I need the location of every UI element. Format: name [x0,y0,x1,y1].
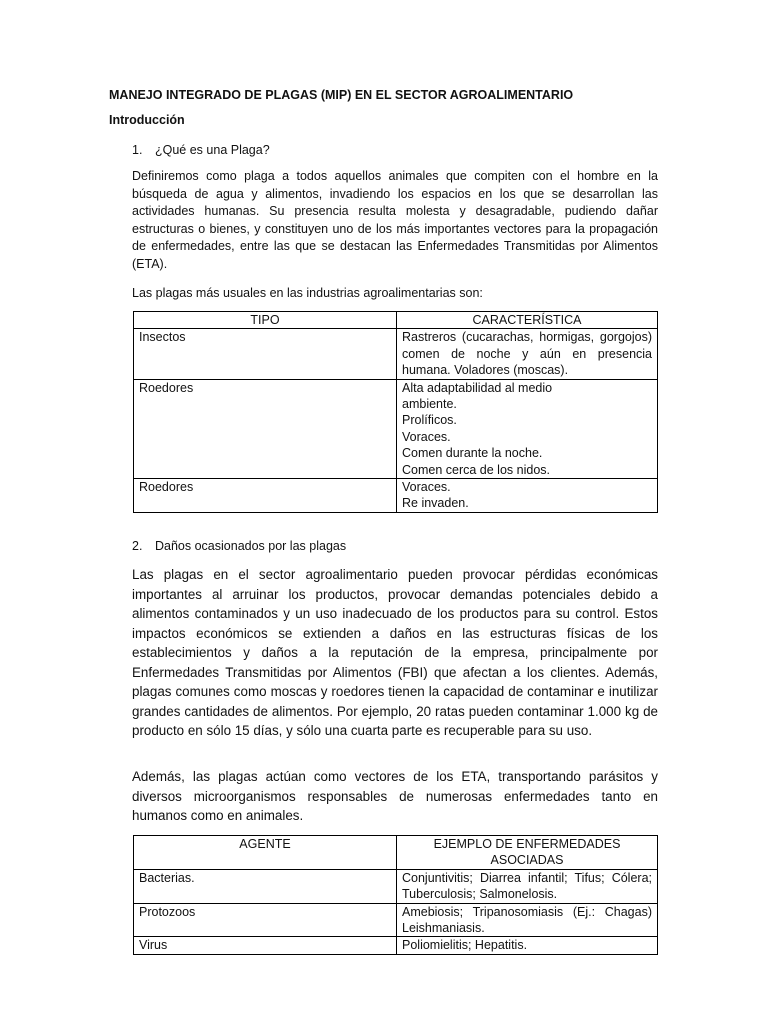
table-header-cell: CARACTERÍSTICA [397,312,658,329]
table-cell-ejemplo: Conjuntivitis; Diarrea infantil; Tifus; Cólera; Tuberculosis; Salmonelosis. [397,869,658,903]
section-2-title: Daños ocasionados por las plagas [155,539,347,553]
section-1-title: ¿Qué es una Plaga? [155,143,270,157]
cell-line: Voraces. [402,429,451,444]
section-1-number: 1. [132,143,143,157]
table-cell-caracteristica: Rastreros (cucarachas, hormigas, gorgojos) comen de noche y aún en presencia humana. Voladores (moscas). [397,329,658,379]
cell-line: Re invaden. [402,496,469,511]
table-header-cell: TIPO [134,312,397,329]
section-1-paragraph: Definiremos como plaga a todos aquellos animales que compiten con el hombre en la búsqueda de agua y alimentos, invadiendo los espacios en los que se desarrollan las actividades humanas. Su presencia resulta molesta y desagradable, pudiendo dañar estructuras o bienes, y constituyen uno de los más importantes vectores para la propagación de enfermedades, entre las que se destacan las Enfermedades Transmitidas por Alimentos (ETA). [132,169,658,271]
cell-line: Prolíficos. [402,413,457,428]
table-row [134,479,658,513]
table-cell-tipo: Insectos [134,329,397,379]
table-cell-ejemplo: Amebiosis; Tripanosomiasis (Ej.: Chagas) Leishmaniasis. [397,903,658,937]
section-2-paragraph-2: Además, las plagas actúan como vectores de los ETA, transportando parásitos y diversos microorganismos responsables de numerosas enfermedades tanto en humanos como en animales. [132,769,658,823]
cell-line: Comen durante la noche. [402,446,543,461]
table-cell-tipo: Roedores [134,479,397,513]
table-cell-agente: Virus [134,937,397,954]
table-cell-caracteristica [397,479,658,513]
cell-line: Voraces. [402,480,451,495]
table-cell-tipo: Roedores [134,379,397,478]
table-cell-agente: Protozoos [134,903,397,937]
pests-table [133,311,658,513]
section-2-number: 2. [132,539,143,553]
section-introduction-heading: Introducción [109,113,185,127]
cell-line: ambiente. [402,397,457,412]
table-row [134,903,658,937]
table-row [134,329,658,379]
table-row [134,379,658,478]
table-header-cell: AGENTE [134,836,397,870]
table-row [134,869,658,903]
cell-line: Alta adaptabilidad al medio [402,380,553,395]
table-cell-agente: Bacterias. [134,869,397,903]
table-header-cell: EJEMPLO DE ENFERMEDADES ASOCIADAS [397,836,658,870]
table-cell-caracteristica [397,379,658,478]
table-header-row [134,836,658,870]
table-header-row [134,312,658,329]
diseases-table [133,835,658,955]
document-title: MANEJO INTEGRADO DE PLAGAS (MIP) EN EL SECTOR AGROALIMENTARIO [109,88,574,102]
table-cell-ejemplo: Poliomielitis; Hepatitis. [397,937,658,954]
table-1-lead: Las plagas más usuales en las industrias agroalimentarias son: [132,286,483,300]
cell-line: Comen cerca de los nidos. [402,462,550,477]
section-2-paragraph-1: Las plagas en el sector agroalimentario pueden provocar pérdidas económicas importantes al arruinar los productos, provocar demandas potenciales debido a alimentos contaminados y un uso inadecuado de los productos para su control. Estos impactos económicos se extienden a daños en las estructuras físicas de los establecimientos y daños a la reputación de la empresa, principalmente por Enfermedades Transmitidas por Alimentos (FBI) que afectan a los clientes. Además, plagas comunes como moscas y roedores tienen la capacidad de contaminar e inutilizar grandes cantidades de alimentos. Por ejemplo, 20 ratas pueden contaminar 1.000 kg de producto en sólo 15 días, y sólo una cuarta parte es recuperable para su uso. [132,567,658,738]
table-row [134,937,658,954]
